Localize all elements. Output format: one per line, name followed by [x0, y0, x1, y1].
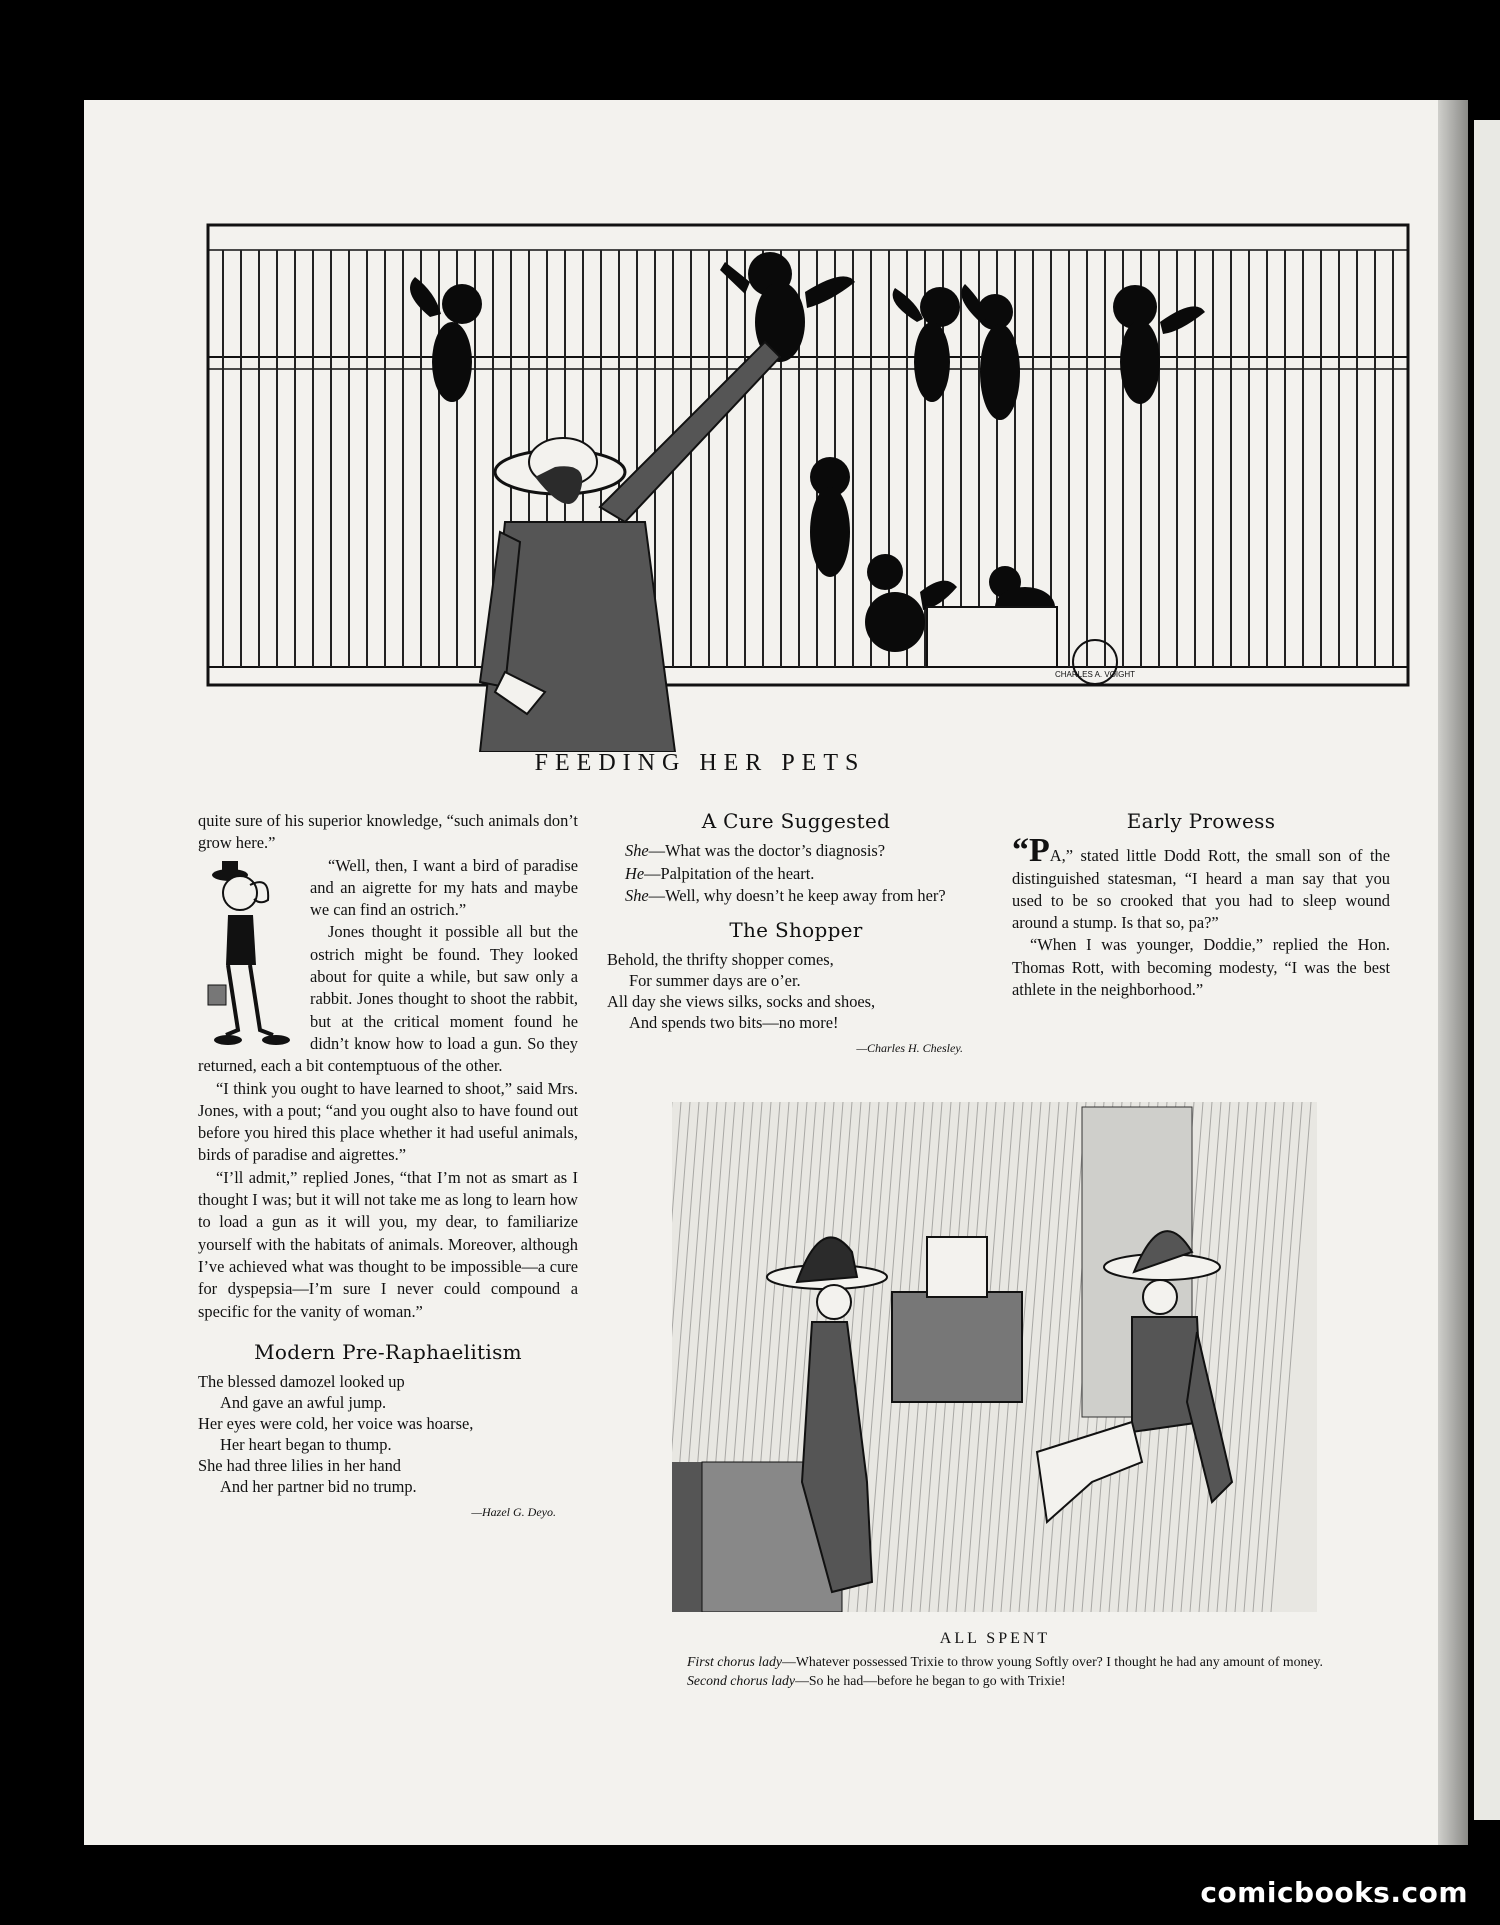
paragraph: “I think you ought to have learned to shoot,” said Mrs. Jones, with a pout; “and you ought also to have found out before you hired this place whether it had useful animals, birds of paradise and aigrettes.”	[198, 1078, 578, 1165]
cupid-silhouette-3	[893, 287, 960, 402]
dialogue-text: —Well, why doesn’t he keep away from her?	[648, 885, 946, 905]
verse-line: And her partner bid no trump.	[220, 1477, 417, 1497]
paragraph	[1012, 832, 1390, 934]
facing-page-edge	[1474, 120, 1500, 1820]
middle-column	[607, 810, 985, 1060]
poem-verse	[198, 1371, 578, 1497]
shopper-author: —Charles H. Chesley.	[856, 1041, 963, 1056]
caption-text: —Whatever possessed Trixie to throw young Softly over? I thought he had any amount of money.	[782, 1654, 1323, 1669]
right-column	[1012, 810, 1390, 1001]
shopper-verse	[607, 949, 985, 1033]
artist-signature: CHARLES A. VOIGHT	[1055, 670, 1136, 679]
speaker: She	[625, 841, 649, 861]
verse-line: Behold, the thrifty shopper comes,	[607, 950, 834, 970]
poem-author: —Hazel G. Deyo.	[471, 1505, 556, 1520]
verse-line: For summer days are o’er.	[629, 971, 801, 991]
site-watermark: comicbooks.com	[1200, 1876, 1468, 1909]
woman-figure	[480, 342, 780, 752]
paragraph: “Well, then, I want a bird of paradise and an aigrette for my hats and maybe we can find an ostrich.”	[310, 855, 578, 920]
page-gutter	[1438, 100, 1468, 1845]
paragraph: Jones thought it possible all but the ostrich might be found. They looked about for quite a while, but saw only a rabbit. Jones thought to shoot the rabbit, but at the critical moment found he didn’t know how to load a gun. So they returned, each a bit contemptuous of the other.	[198, 922, 578, 1076]
cure-title: A Cure Suggested	[701, 809, 891, 833]
caption-line	[657, 1652, 1337, 1671]
caption-line	[657, 1671, 1337, 1690]
cupid-silhouette-4	[961, 284, 1020, 420]
prowess-title: Early Prowess	[1126, 809, 1276, 833]
shopper-title: The Shopper	[729, 918, 863, 943]
poem-title: Modern Pre-Raphaelitism	[254, 1339, 522, 1364]
feeding-her-pets-illustration	[205, 222, 1410, 752]
speaker: First chorus lady	[687, 1654, 783, 1669]
speaker: She	[625, 885, 649, 905]
cupid-silhouette-6	[810, 457, 850, 577]
all-spent-cartoon	[672, 1102, 1317, 1612]
speaker: Second chorus lady	[687, 1673, 796, 1688]
caption-text: —So he had—before he began to go with Trixie!	[795, 1673, 1066, 1688]
cartoon-caption	[657, 1652, 1337, 1690]
left-column	[198, 810, 578, 1523]
dialogue-text: —Palpitation of the heart.	[644, 863, 815, 883]
verse-line: She had three lilies in her hand	[198, 1456, 402, 1476]
dialogue-line	[607, 885, 985, 907]
dialogue-line	[607, 863, 985, 885]
dialogue-text: —What was the doctor’s diagnosis?	[648, 841, 886, 861]
cartoon-title: ALL SPENT	[939, 1630, 1051, 1647]
drop-cap: “P	[1012, 832, 1050, 870]
verse-line: Her eyes were cold, her voice was hoarse,	[198, 1414, 474, 1434]
illustration-title: FEEDING HER PETS	[534, 750, 866, 776]
verse-line: All day she views silks, socks and shoes,	[607, 992, 876, 1012]
paragraph: quite sure of his superior knowledge, “such animals don’t grow here.”	[198, 811, 578, 853]
paragraph-text: A,” stated little Dodd Rott, the small son of the distinguished statesman, “I heard a man say that you used to be so crooked that you had to sleep wound around a stump. Is that so, pa?”	[1012, 846, 1390, 933]
paragraph: “I’ll admit,” replied Jones, “that I’m not as smart as I thought I was; but it will not take me as long to learn how to load a gun as it will you, my dear, to familiarize yourself with the habitats of animals. Moreover, although I’ve achieved what was thought to be impossible—a cure for dyspepsia—I’m sure I never could compound a specific for the vanity of woman.”	[198, 1167, 578, 1321]
hunter-cartoon	[198, 855, 298, 1053]
dialogue-line	[607, 840, 985, 862]
paragraph: “When I was younger, Doddie,” replied the Hon. Thomas Rott, with becoming modesty, “I was the best athlete in the neighborhood.”	[1012, 935, 1390, 1000]
bathtub	[927, 607, 1057, 667]
verse-line: And spends two bits—no more!	[629, 1013, 839, 1033]
verse-line: And gave an awful jump.	[220, 1393, 387, 1413]
verse-line: The blessed damozel looked up	[198, 1372, 405, 1392]
speaker: He	[625, 863, 645, 883]
verse-line: Her heart began to thump.	[220, 1435, 392, 1455]
